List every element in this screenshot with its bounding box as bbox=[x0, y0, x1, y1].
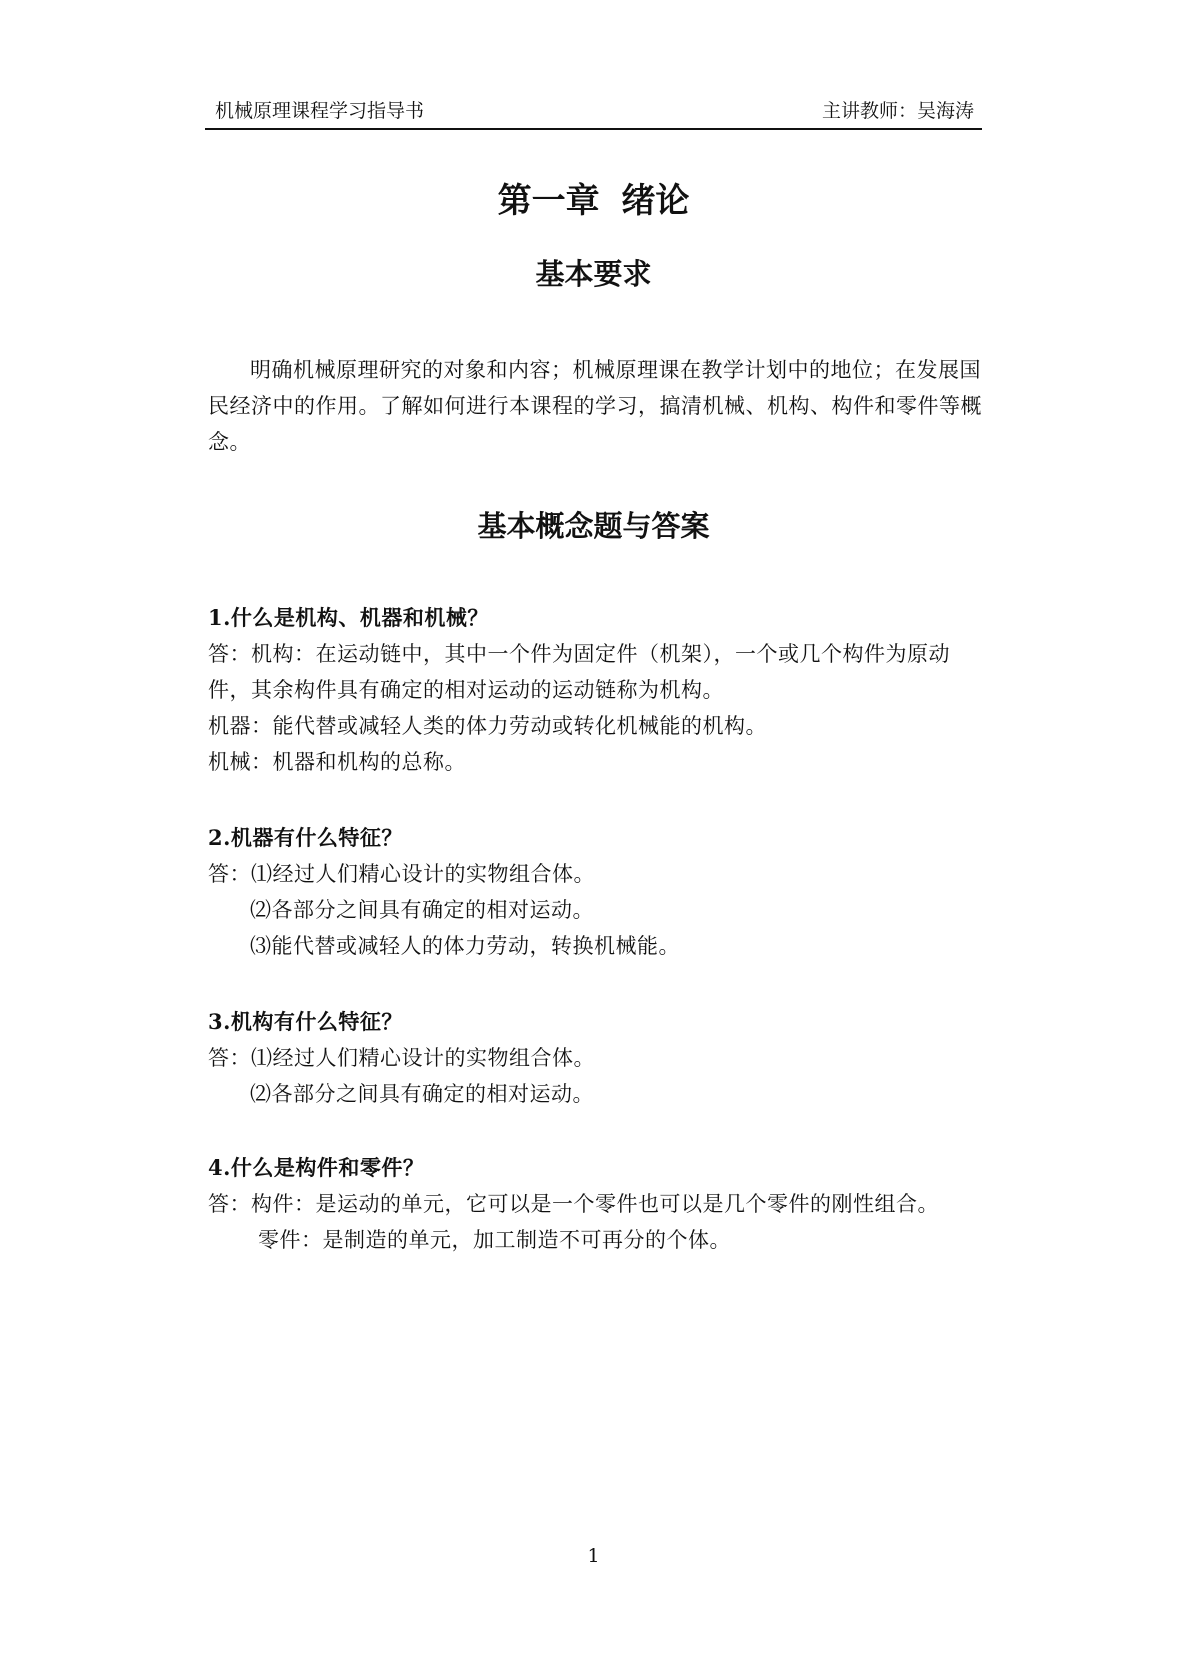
answer-2-line-2: ⑵各部分之间具有确定的相对运动。 bbox=[250, 898, 594, 922]
answer-2-line-3: ⑶能代替或减轻人的体力劳动，转换机械能。 bbox=[250, 934, 680, 958]
running-header bbox=[205, 96, 982, 126]
requirements-paragraph: 明确机械原理研究的对象和内容；机械原理课在教学计划中的地位；在发展国民经济中的作用。了解如何进行本课程的学习，搞清机械、机构、构件和零件等概念。 bbox=[208, 358, 982, 454]
question-4: 4.什么是构件和零件？ bbox=[208, 1155, 425, 1180]
answer-3-line-2: ⑵各部分之间具有确定的相对运动。 bbox=[250, 1082, 594, 1106]
qa-item-2 bbox=[208, 820, 984, 964]
qa-item-4 bbox=[208, 1150, 984, 1258]
answer-1-line-3: 机械：机器和机构的总称。 bbox=[208, 750, 466, 774]
answer-1-line-1: 答：机构：在运动链中，其中一个件为固定件（机架），一个或几个构件为原动件，其余构件具有确定的相对运动的运动链称为机构。 bbox=[208, 642, 950, 702]
section-heading-requirements: 基本要求 bbox=[535, 257, 652, 291]
question-1: 1.什么是机构、机器和机械？ bbox=[208, 605, 489, 630]
section-heading-qa: 基本概念题与答案 bbox=[477, 509, 710, 543]
answer-2-line-1: 答：⑴经过人们精心设计的实物组合体。 bbox=[208, 862, 595, 886]
qa-item-1 bbox=[208, 600, 984, 780]
answer-4-line-1: 答：构件：是运动的单元，它可以是一个零件也可以是几个零件的刚性组合。 bbox=[208, 1192, 939, 1216]
page-number: 1 bbox=[587, 1545, 600, 1567]
header-book-title: 机械原理课程学习指导书 bbox=[215, 100, 425, 122]
question-3: 3.机构有什么特征？ bbox=[208, 1009, 403, 1034]
qa-item-3 bbox=[208, 1004, 984, 1112]
header-divider bbox=[205, 128, 982, 130]
question-2: 2.机器有什么特征？ bbox=[208, 825, 403, 850]
answer-3-line-1: 答：⑴经过人们精心设计的实物组合体。 bbox=[208, 1046, 595, 1070]
header-instructor: 主讲教师：吴海涛 bbox=[821, 100, 974, 122]
answer-4-line-2: 零件：是制造的单元，加工制造不可再分的个体。 bbox=[258, 1228, 731, 1252]
chapter-title: 第一章 绪论 bbox=[497, 181, 690, 221]
answer-1-line-2: 机器：能代替或减轻人类的体力劳动或转化机械能的机构。 bbox=[208, 714, 767, 738]
